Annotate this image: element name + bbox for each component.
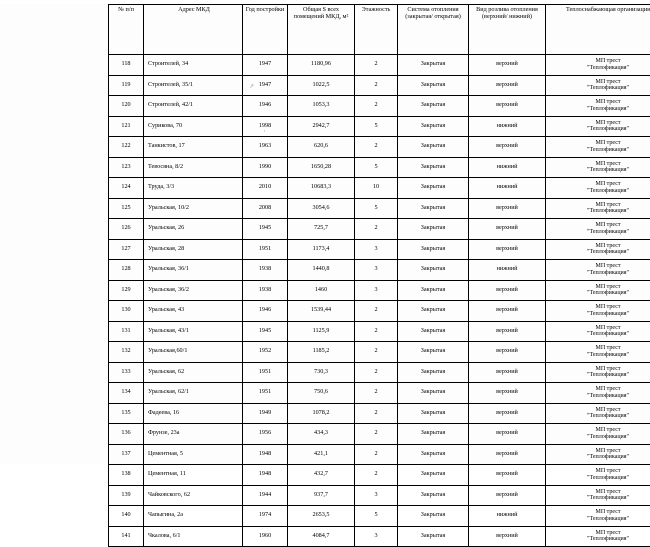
organization-line-1: МП трест bbox=[548, 99, 650, 106]
organization-line-1: МП трест bbox=[548, 530, 650, 537]
cell-address: Уральская, 43 bbox=[144, 301, 243, 322]
cell-area: 1539,44 bbox=[288, 301, 355, 322]
cell-floors: 10 bbox=[355, 178, 398, 199]
table-row bbox=[109, 157, 650, 178]
column-header-floors: Этажность bbox=[355, 5, 398, 55]
cell-year: 1948 bbox=[243, 444, 288, 465]
cell-year: 1956 bbox=[243, 424, 288, 445]
cell-floors: 2 bbox=[355, 55, 398, 76]
cell-address: Уральская, 10/2 bbox=[144, 198, 243, 219]
cell-year: 1949 bbox=[243, 403, 288, 424]
cell-year: 2008 bbox=[243, 198, 288, 219]
organization-line-1: МП трест bbox=[548, 304, 650, 311]
cell-organization bbox=[546, 198, 650, 219]
cell-system: Закрытая bbox=[398, 198, 469, 219]
cell-floors: 2 bbox=[355, 362, 398, 383]
cell-area: 10683,3 bbox=[288, 178, 355, 199]
cell-system: Закрытая bbox=[398, 424, 469, 445]
cell-floors: 5 bbox=[355, 157, 398, 178]
cell-number: 121 bbox=[109, 116, 144, 137]
table-row bbox=[109, 383, 650, 404]
cell-system: Закрытая bbox=[398, 383, 469, 404]
cell-organization bbox=[546, 424, 650, 445]
cell-organization bbox=[546, 137, 650, 158]
cell-rozliv: верхний bbox=[469, 280, 546, 301]
cell-address: Уральская, 62 bbox=[144, 362, 243, 383]
cell-year: 1960 bbox=[243, 526, 288, 547]
cell-address: Фрунзе, 23а bbox=[144, 424, 243, 445]
organization-line-2: "Теплофикация" bbox=[548, 393, 650, 400]
cell-floors: 3 bbox=[355, 280, 398, 301]
organization-line-2: "Теплофикация" bbox=[548, 495, 650, 502]
cell-organization bbox=[546, 96, 650, 117]
organization-line-1: МП трест bbox=[548, 181, 650, 188]
cell-floors: 2 bbox=[355, 75, 398, 96]
organization-line-2: "Теплофикация" bbox=[548, 126, 650, 133]
cell-system: Закрытая bbox=[398, 116, 469, 137]
column-header-area: Общая S всех помещений МКД, м² bbox=[288, 5, 355, 55]
document-page bbox=[0, 4, 650, 464]
organization-line-1: МП трест bbox=[548, 407, 650, 414]
organization-line-2: "Теплофикация" bbox=[548, 65, 650, 72]
table-row bbox=[109, 301, 650, 322]
organization-line-1: МП трест bbox=[548, 345, 650, 352]
cell-number: 131 bbox=[109, 321, 144, 342]
cell-number: 128 bbox=[109, 260, 144, 281]
cell-area: 434,3 bbox=[288, 424, 355, 445]
cell-floors: 2 bbox=[355, 301, 398, 322]
column-header-system: Система отопления (закрытая/ открытая) bbox=[398, 5, 469, 55]
cell-organization bbox=[546, 383, 650, 404]
cell-rozliv: верхний bbox=[469, 424, 546, 445]
organization-line-2: "Теплофикация" bbox=[548, 270, 650, 277]
cell-floors: 5 bbox=[355, 198, 398, 219]
cell-area: 937,7 bbox=[288, 485, 355, 506]
cell-system: Закрытая bbox=[398, 96, 469, 117]
cell-area: 1022,5 bbox=[288, 75, 355, 96]
cell-year: 1951 bbox=[243, 239, 288, 260]
cell-area: 2653,5 bbox=[288, 506, 355, 527]
cell-floors: 2 bbox=[355, 342, 398, 363]
cell-year: 1947 bbox=[243, 55, 288, 76]
cell-number: 141 bbox=[109, 526, 144, 547]
cell-year: 1947 bbox=[243, 75, 288, 96]
organization-line-2: "Теплофикация" bbox=[548, 434, 650, 441]
column-header-number: № п/п bbox=[109, 5, 144, 55]
cell-year: 1974 bbox=[243, 506, 288, 527]
table-row bbox=[109, 260, 650, 281]
cell-organization bbox=[546, 321, 650, 342]
cell-year: 1952 bbox=[243, 342, 288, 363]
organization-line-2: "Теплофикация" bbox=[548, 454, 650, 461]
cell-organization bbox=[546, 178, 650, 199]
cell-organization bbox=[546, 342, 650, 363]
cell-number: 124 bbox=[109, 178, 144, 199]
cell-area: 1650,28 bbox=[288, 157, 355, 178]
mkd-table bbox=[108, 4, 650, 547]
organization-line-2: "Теплофикация" bbox=[548, 167, 650, 174]
cell-organization bbox=[546, 403, 650, 424]
cell-area: 432,7 bbox=[288, 465, 355, 486]
cell-organization bbox=[546, 260, 650, 281]
cell-number: 137 bbox=[109, 444, 144, 465]
cell-year: 1946 bbox=[243, 301, 288, 322]
organization-line-2: "Теплофикация" bbox=[548, 106, 650, 113]
cell-area: 1440,8 bbox=[288, 260, 355, 281]
cell-rozliv: верхний bbox=[469, 403, 546, 424]
cell-area: 750,6 bbox=[288, 383, 355, 404]
organization-line-2: "Теплофикация" bbox=[548, 331, 650, 338]
organization-line-1: МП трест bbox=[548, 161, 650, 168]
cell-address: Танкистов, 17 bbox=[144, 137, 243, 158]
cell-number: 126 bbox=[109, 219, 144, 240]
cell-number: 127 bbox=[109, 239, 144, 260]
organization-line-1: МП трест bbox=[548, 202, 650, 209]
cell-system: Закрытая bbox=[398, 219, 469, 240]
cell-floors: 2 bbox=[355, 96, 398, 117]
cell-system: Закрытая bbox=[398, 157, 469, 178]
cell-area: 1185,2 bbox=[288, 342, 355, 363]
cell-rozliv: верхний bbox=[469, 485, 546, 506]
cell-system: Закрытая bbox=[398, 301, 469, 322]
cell-year: 1998 bbox=[243, 116, 288, 137]
organization-line-1: МП трест bbox=[548, 366, 650, 373]
cell-rozliv: верхний bbox=[469, 526, 546, 547]
cell-system: Закрытая bbox=[398, 137, 469, 158]
cell-number: 140 bbox=[109, 506, 144, 527]
cell-system: Закрытая bbox=[398, 55, 469, 76]
organization-line-2: "Теплофикация" bbox=[548, 352, 650, 359]
cell-system: Закрытая bbox=[398, 506, 469, 527]
table-row bbox=[109, 362, 650, 383]
organization-line-1: МП трест bbox=[548, 325, 650, 332]
column-header-org: Теплоснабжающая организация bbox=[546, 5, 650, 55]
cell-system: Закрытая bbox=[398, 75, 469, 96]
cell-area: 4084,7 bbox=[288, 526, 355, 547]
cell-system: Закрытая bbox=[398, 362, 469, 383]
organization-line-2: "Теплофикация" bbox=[548, 188, 650, 195]
organization-line-1: МП трест bbox=[548, 120, 650, 127]
cell-address: Строителей, 42/1 bbox=[144, 96, 243, 117]
cell-address: Уральская, 43/1 bbox=[144, 321, 243, 342]
cell-system: Закрытая bbox=[398, 178, 469, 199]
cell-rozliv: верхний bbox=[469, 342, 546, 363]
cell-address: Труда, 3/3 bbox=[144, 178, 243, 199]
cell-organization bbox=[546, 219, 650, 240]
cell-year: 1946 bbox=[243, 96, 288, 117]
cell-address: Уральская, 36/1 bbox=[144, 260, 243, 281]
organization-line-2: "Теплофикация" bbox=[548, 290, 650, 297]
table-row bbox=[109, 96, 650, 117]
cell-area: 2942,7 bbox=[288, 116, 355, 137]
cell-floors: 3 bbox=[355, 485, 398, 506]
organization-line-2: "Теплофикация" bbox=[548, 536, 650, 543]
cell-address: Строителей, 34 bbox=[144, 55, 243, 76]
cell-number: 125 bbox=[109, 198, 144, 219]
cell-address: Уральская, 26 bbox=[144, 219, 243, 240]
cell-number: 134 bbox=[109, 383, 144, 404]
cell-system: Закрытая bbox=[398, 260, 469, 281]
cell-rozliv: нижний bbox=[469, 116, 546, 137]
cell-organization bbox=[546, 465, 650, 486]
cell-area: 620,6 bbox=[288, 137, 355, 158]
cell-organization bbox=[546, 485, 650, 506]
table-row bbox=[109, 239, 650, 260]
header-row bbox=[109, 5, 650, 55]
cell-floors: 2 bbox=[355, 383, 398, 404]
organization-line-1: МП трест bbox=[548, 427, 650, 434]
cell-floors: 5 bbox=[355, 506, 398, 527]
cell-area: 730,3 bbox=[288, 362, 355, 383]
cell-organization bbox=[546, 526, 650, 547]
table-row bbox=[109, 342, 650, 363]
cell-address: Цементная, 5 bbox=[144, 444, 243, 465]
cell-organization bbox=[546, 444, 650, 465]
table-row bbox=[109, 465, 650, 486]
cell-system: Закрытая bbox=[398, 280, 469, 301]
cell-number: 130 bbox=[109, 301, 144, 322]
cell-address: Тевосяна, 8/2 bbox=[144, 157, 243, 178]
organization-line-1: МП трест bbox=[548, 243, 650, 250]
cell-floors: 5 bbox=[355, 116, 398, 137]
organization-line-2: "Теплофикация" bbox=[548, 372, 650, 379]
cell-area: 1173,4 bbox=[288, 239, 355, 260]
organization-line-1: МП трест bbox=[548, 284, 650, 291]
cell-number: 119 bbox=[109, 75, 144, 96]
cell-year: 1948 bbox=[243, 465, 288, 486]
cell-address: Сурикова, 70 bbox=[144, 116, 243, 137]
cell-address: Чайковского, 62 bbox=[144, 485, 243, 506]
cell-floors: 2 bbox=[355, 403, 398, 424]
organization-line-1: МП трест bbox=[548, 509, 650, 516]
cell-year: 1990 bbox=[243, 157, 288, 178]
cell-organization bbox=[546, 75, 650, 96]
cell-rozliv: нижний bbox=[469, 260, 546, 281]
cell-rozliv: верхний bbox=[469, 75, 546, 96]
table-row bbox=[109, 198, 650, 219]
cell-number: 136 bbox=[109, 424, 144, 445]
cell-system: Закрытая bbox=[398, 403, 469, 424]
cell-address: Уральская, 62/1 bbox=[144, 383, 243, 404]
column-header-year: Год постройки bbox=[243, 5, 288, 55]
cell-area: 1180,96 bbox=[288, 55, 355, 76]
cell-number: 139 bbox=[109, 485, 144, 506]
cell-area: 1053,3 bbox=[288, 96, 355, 117]
table-row bbox=[109, 219, 650, 240]
cell-number: 122 bbox=[109, 137, 144, 158]
table-row bbox=[109, 403, 650, 424]
cell-floors: 3 bbox=[355, 239, 398, 260]
column-header-rozliv: Вид розлива отопления (верхний/ нижний) bbox=[469, 5, 546, 55]
cell-organization bbox=[546, 157, 650, 178]
cell-number: 118 bbox=[109, 55, 144, 76]
cell-number: 135 bbox=[109, 403, 144, 424]
cell-floors: 3 bbox=[355, 260, 398, 281]
cell-area: 3054,6 bbox=[288, 198, 355, 219]
cell-floors: 2 bbox=[355, 321, 398, 342]
cell-floors: 2 bbox=[355, 465, 398, 486]
table-row bbox=[109, 444, 650, 465]
organization-line-2: "Теплофикация" bbox=[548, 475, 650, 482]
organization-line-1: МП трест bbox=[548, 489, 650, 496]
organization-line-1: МП трест bbox=[548, 386, 650, 393]
cell-number: 133 bbox=[109, 362, 144, 383]
cell-rozliv: верхний bbox=[469, 362, 546, 383]
cell-number: 123 bbox=[109, 157, 144, 178]
cell-year: 1945 bbox=[243, 321, 288, 342]
cell-year: 1951 bbox=[243, 383, 288, 404]
cell-area: 1078,2 bbox=[288, 403, 355, 424]
table-row bbox=[109, 75, 650, 96]
cell-rozliv: нижний bbox=[469, 506, 546, 527]
cell-address: Уральская,60/1 bbox=[144, 342, 243, 363]
pencil-mark-a: ↗ bbox=[249, 83, 254, 90]
cell-area: 1460 bbox=[288, 280, 355, 301]
organization-line-1: МП трест bbox=[548, 58, 650, 65]
organization-line-1: МП трест bbox=[548, 222, 650, 229]
cell-organization bbox=[546, 280, 650, 301]
organization-line-2: "Теплофикация" bbox=[548, 311, 650, 318]
cell-system: Закрытая bbox=[398, 321, 469, 342]
cell-system: Закрытая bbox=[398, 342, 469, 363]
column-header-address: Адрес МКД bbox=[144, 5, 243, 55]
cell-area: 725,7 bbox=[288, 219, 355, 240]
cell-rozliv: верхний bbox=[469, 96, 546, 117]
cell-rozliv: верхний bbox=[469, 219, 546, 240]
cell-rozliv: нижний bbox=[469, 178, 546, 199]
cell-year: 1963 bbox=[243, 137, 288, 158]
cell-year: 1938 bbox=[243, 280, 288, 301]
cell-organization bbox=[546, 116, 650, 137]
cell-floors: 2 bbox=[355, 444, 398, 465]
cell-number: 132 bbox=[109, 342, 144, 363]
cell-address: Чкалова, 6/1 bbox=[144, 526, 243, 547]
cell-rozliv: верхний bbox=[469, 55, 546, 76]
cell-rozliv: верхний bbox=[469, 239, 546, 260]
organization-line-1: МП трест bbox=[548, 140, 650, 147]
table-row bbox=[109, 116, 650, 137]
cell-rozliv: верхний bbox=[469, 465, 546, 486]
cell-address: Уральская, 28 bbox=[144, 239, 243, 260]
organization-line-2: "Теплофикация" bbox=[548, 229, 650, 236]
pencil-mark-b: ꞌ bbox=[264, 130, 265, 136]
cell-rozliv: нижний bbox=[469, 157, 546, 178]
cell-number: 138 bbox=[109, 465, 144, 486]
cell-rozliv: верхний bbox=[469, 444, 546, 465]
organization-line-2: "Теплофикация" bbox=[548, 516, 650, 523]
cell-year: 1951 bbox=[243, 362, 288, 383]
organization-line-2: "Теплофикация" bbox=[548, 249, 650, 256]
cell-floors: 3 bbox=[355, 526, 398, 547]
cell-number: 120 bbox=[109, 96, 144, 117]
cell-floors: 2 bbox=[355, 137, 398, 158]
cell-floors: 2 bbox=[355, 424, 398, 445]
organization-line-2: "Теплофикация" bbox=[548, 147, 650, 154]
cell-year: 1945 bbox=[243, 219, 288, 240]
organization-line-1: МП трест bbox=[548, 263, 650, 270]
cell-year: 1938 bbox=[243, 260, 288, 281]
cell-floors: 2 bbox=[355, 219, 398, 240]
table-row bbox=[109, 506, 650, 527]
cell-organization bbox=[546, 506, 650, 527]
table-row bbox=[109, 424, 650, 445]
cell-address: Чапыгина, 2а bbox=[144, 506, 243, 527]
organization-line-2: "Теплофикация" bbox=[548, 208, 650, 215]
cell-year: 1944 bbox=[243, 485, 288, 506]
cell-system: Закрытая bbox=[398, 444, 469, 465]
cell-year: 2010 bbox=[243, 178, 288, 199]
cell-rozliv: верхний bbox=[469, 137, 546, 158]
table-row bbox=[109, 321, 650, 342]
organization-line-1: МП трест bbox=[548, 448, 650, 455]
cell-organization bbox=[546, 301, 650, 322]
cell-system: Закрытая bbox=[398, 526, 469, 547]
table-row bbox=[109, 526, 650, 547]
cell-number: 129 bbox=[109, 280, 144, 301]
cell-organization bbox=[546, 239, 650, 260]
cell-area: 1125,9 bbox=[288, 321, 355, 342]
cell-address: Строителей, 35/1 bbox=[144, 75, 243, 96]
cell-system: Закрытая bbox=[398, 485, 469, 506]
cell-system: Закрытая bbox=[398, 239, 469, 260]
cell-address: Цементная, 11 bbox=[144, 465, 243, 486]
cell-address: Фадеева, 16 bbox=[144, 403, 243, 424]
cell-area: 421,1 bbox=[288, 444, 355, 465]
organization-line-1: МП трест bbox=[548, 79, 650, 86]
cell-organization bbox=[546, 362, 650, 383]
cell-rozliv: верхний bbox=[469, 321, 546, 342]
table-row bbox=[109, 55, 650, 76]
cell-organization bbox=[546, 55, 650, 76]
table-header bbox=[109, 5, 650, 55]
table-row bbox=[109, 485, 650, 506]
table-row bbox=[109, 137, 650, 158]
cell-rozliv: верхний bbox=[469, 301, 546, 322]
cell-address: Уральская, 36/2 bbox=[144, 280, 243, 301]
organization-line-2: "Теплофикация" bbox=[548, 85, 650, 92]
organization-line-1: МП трест bbox=[548, 468, 650, 475]
table-row bbox=[109, 178, 650, 199]
cell-rozliv: верхний bbox=[469, 383, 546, 404]
cell-rozliv: верхний bbox=[469, 198, 546, 219]
table-body bbox=[109, 55, 650, 547]
cell-system: Закрытая bbox=[398, 465, 469, 486]
organization-line-2: "Теплофикация" bbox=[548, 413, 650, 420]
table-row bbox=[109, 280, 650, 301]
